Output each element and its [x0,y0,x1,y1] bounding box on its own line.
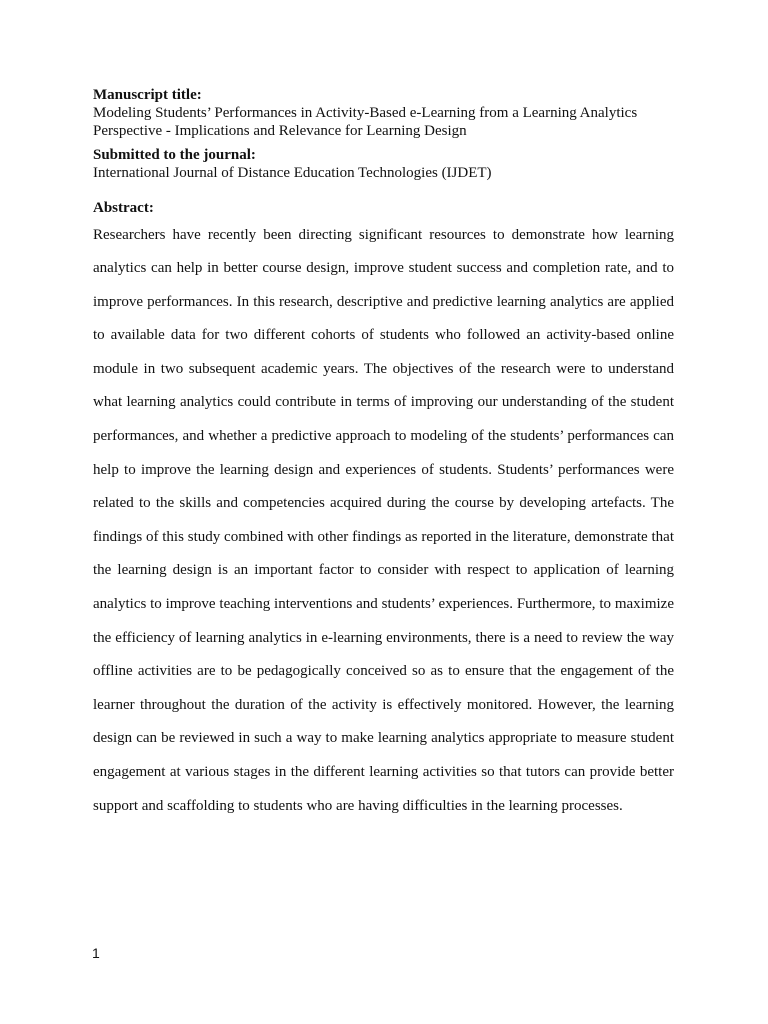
manuscript-title-line-1: Modeling Students’ Performances in Activity-Based e-Learning from a Learning Analytics [93,105,638,121]
page-number: 1 [92,945,100,961]
page-content [93,86,674,823]
abstract-text: Researchers have recently been directing significant resources to demonstrate how learning analytics can help in better course design, improve student success and completion rate, and to improve performances. In this research, descriptive and predictive learning analytics are applied to available data for two different cohorts of students who followed an activity-based online module in two subsequent academic years. The objectives of the research were to understand what learning analytics could contribute in terms of improving our understanding of the student performances, and whether a predictive approach to modeling of the students’ performances can help to improve the learning design and experiences of students. Students’ performances were related to the skills and competencies acquired during the course by developing artefacts. The findings of this study combined with other findings as reported in the literature, demonstrate that the learning design is an important factor to consider with respect to application of learning analytics to improve teaching interventions and students’ experiences. Furthermore, to maximize the efficiency of learning analytics in e-learning environments, there is a need to review the way offline activities are to be pedagogically conceived so as to ensure that the engagement of the learner throughout the duration of the activity is effectively monitored. However, the learning design can be reviewed in such a way to make learning analytics appropriate to measure student engagement at various stages in the different learning activities so that tutors can provide better support and scaffolding to students who are having difficulties in the learning processes. [93,226,674,814]
abstract-label: Abstract: [93,199,154,216]
manuscript-title-label: Manuscript title: [93,87,202,103]
journal-name: International Journal of Distance Education Technologies (IJDET) [93,165,492,181]
manuscript-title-line-2: Perspective - Implications and Relevance for Learning Design [93,122,467,139]
submission-block [93,146,674,183]
submission-label: Submitted to the journal: [93,147,256,163]
abstract-block [93,199,674,824]
manuscript-title-block [93,86,674,140]
